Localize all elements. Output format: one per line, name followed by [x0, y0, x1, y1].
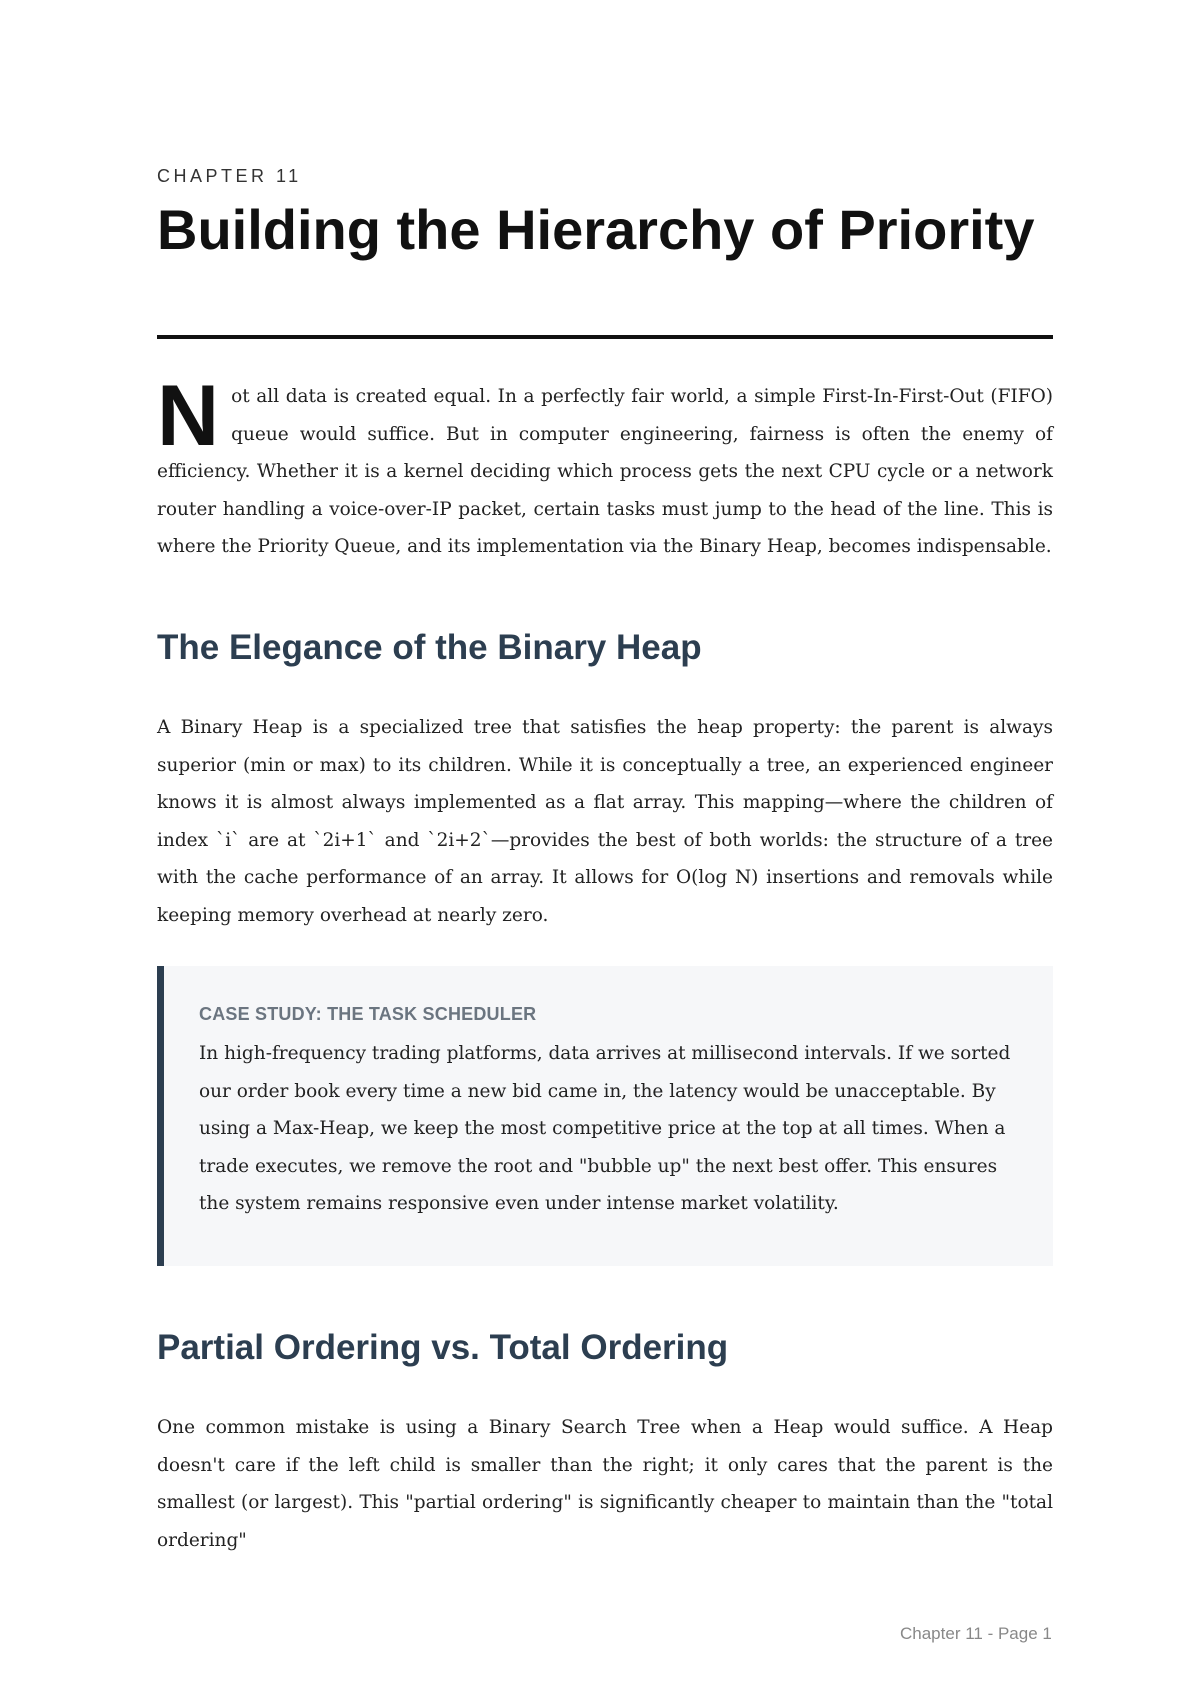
section-heading-partial-ordering: Partial Ordering vs. Total Ordering	[157, 1328, 729, 1367]
paragraph-text: are at	[240, 829, 314, 851]
inline-code-left-child: `2i+1`	[313, 829, 377, 851]
chapter-label: CHAPTER 11	[157, 166, 302, 186]
chapter-title: Building the Hierarchy of Priority	[157, 198, 1035, 261]
drop-cap: N	[157, 368, 220, 464]
title-divider	[157, 335, 1053, 339]
paragraph-text: —provides the best of both worlds: the structure of a tree with the cache performance of an array. It allows for O(log N) insertions and removals while keeping memory overhead at nearly zero.	[157, 829, 1053, 926]
partial-ordering-paragraph: One common mistake is using a Binary Search Tree when a Heap would suffice. A Heap doesn't care if the left child is smaller than the right; it only cares that the parent is the smallest (or largest). This "partial ordering" is significantly cheaper to maintain than the "total ordering"	[157, 1417, 1053, 1551]
callout-label: CASE STUDY: THE TASK SCHEDULER	[199, 1004, 537, 1024]
binary-heap-paragraph	[157, 709, 1053, 934]
intro-text: ot all data is created equal. In a perfectly fair world, a simple First-In-First-Out (FIFO) queue would suffice. But in computer engineering, fairness is often the enemy of efficiency. Whether it is a kernel deciding which process gets the next CPU cycle or a network router handling a voice-over-IP packet, certain tasks must jump to the head of the line. This is where the Priority Queue, and its implementation via the Binary Heap, becomes indispensable.	[157, 386, 1053, 557]
paragraph-text: and	[376, 829, 428, 851]
page-footer: Chapter 11 - Page 1	[900, 1624, 1052, 1643]
section-heading-binary-heap: The Elegance of the Binary Heap	[157, 628, 702, 667]
document-page	[157, 0, 1053, 1696]
case-study-callout	[157, 966, 1053, 1266]
inline-code-right-child: `2i+2`	[427, 829, 491, 851]
callout-text: In high-frequency trading platforms, data arrives at millisecond intervals. If we sorted our order book every time a new bid came in, the latency would be unacceptable. By using a Max-Heap, we keep the most competitive price at the top at all times. When a trade executes, we remove the root and "bubble up" the next best offer. This ensures the system remains responsive even under intense market volatility.	[199, 1043, 1011, 1214]
inline-code-index: `i`	[215, 829, 241, 851]
paragraph-text: A Binary Heap is a specialized tree that satisfies the heap property: the parent is always superior (min or max) to its children. While it is conceptually a tree, an experienced engineer knows it is almost always implemented as a flat array. This mapping—where the children of index	[157, 717, 1053, 851]
intro-paragraph	[157, 368, 1053, 566]
